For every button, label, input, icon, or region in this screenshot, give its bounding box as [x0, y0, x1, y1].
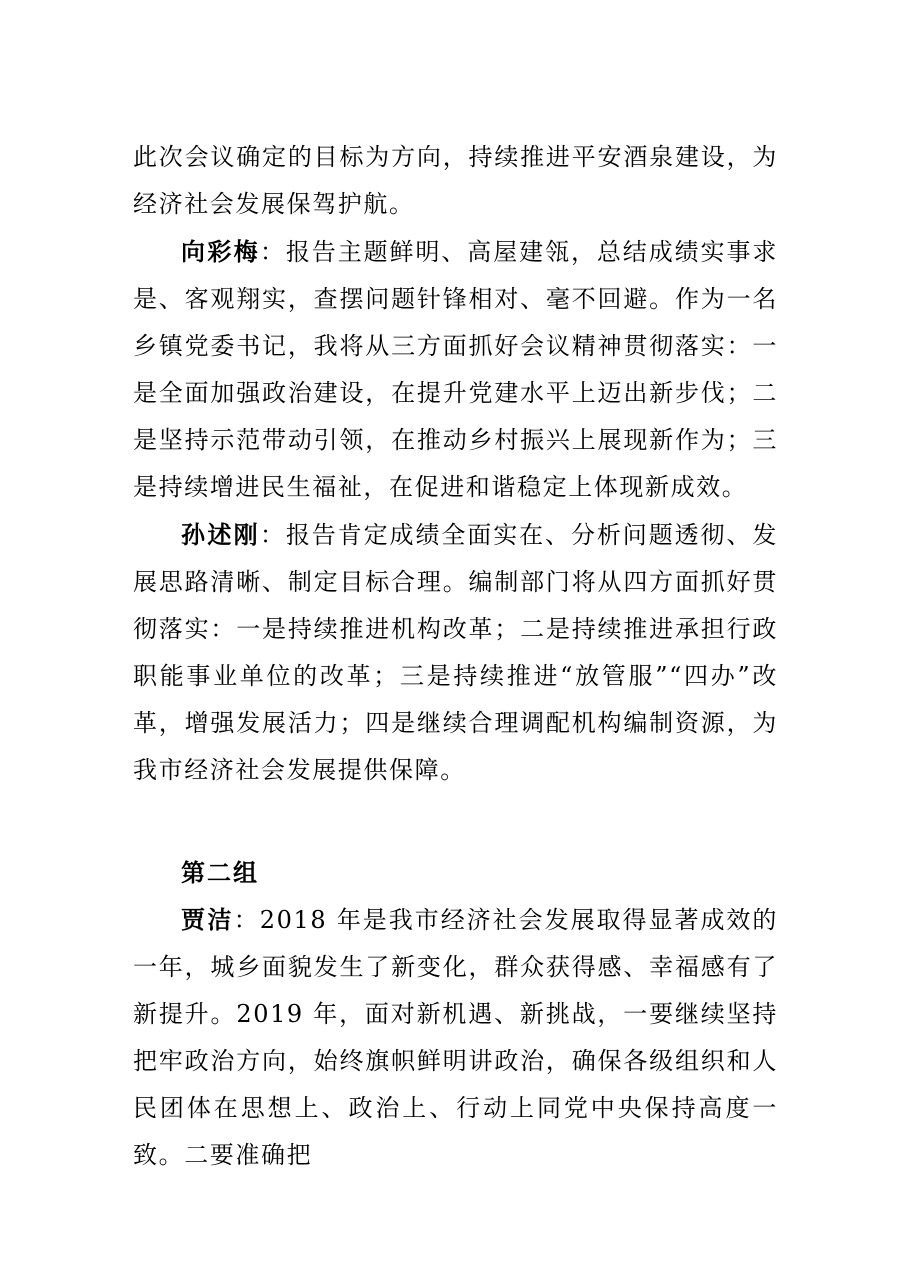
text-block-group-one [133, 134, 778, 794]
speaker-colon: ： [259, 521, 286, 549]
section-heading: 第二组 [181, 859, 259, 887]
speech-text: 报告肯定成绩全面实在、分析问题透彻、发展思路清晰、制定目标合理。编制部门将从四方面抓好贯彻落实：一是持续推进机构改革；二是持续推进承担行政职能事业单位的改革；三是持续推进“放管服”“四办”改革，增强发展活力；四是继续合理调配机构编制资源，为我市经济社会发展提供保障。 [133, 521, 778, 784]
speaker-name: 孙述刚 [181, 520, 260, 549]
speech-paragraph [133, 896, 778, 1179]
speech-text: 报告主题鲜明、高屋建瓴，总结成绩实事求是、客观翔实，查摆问题针锋相对、毫不回避。作为一名乡镇党委书记，我将从三方面抓好会议精神贯彻落实：一是全面加强政治建设，在提升党建水平上迈出新步伐；二是坚持示范带动引领，在推动乡村振兴上展现新作为；三是持续增进民生福祉，在促进和谐稳定上体现新成效。 [133, 238, 778, 501]
speech-paragraph [133, 228, 778, 511]
speaker-name: 贾洁 [181, 905, 234, 934]
speaker-colon: ： [259, 238, 286, 266]
text-block-group-two [133, 896, 778, 1179]
speaker-name: 向彩梅 [181, 237, 260, 266]
speech-paragraph [133, 511, 778, 794]
speaker-colon: ： [233, 906, 260, 934]
speech-text: 2018 年是我市经济社会发展取得显著成效的一年，城乡面貌发生了新变化，群众获得感、幸福感有了新提升。2019 年，面对新机遇、新挑战，一要继续坚持把牢政治方向，始终旗帜鲜明讲政治，确保各级组织和人民团体在思想上、政治上、行动上同党中央保持高度一致。二要准确把 [133, 906, 779, 1169]
continuation-paragraph: 此次会议确定的目标为方向，持续推进平安酒泉建设，为经济社会发展保驾护航。 [133, 143, 778, 218]
